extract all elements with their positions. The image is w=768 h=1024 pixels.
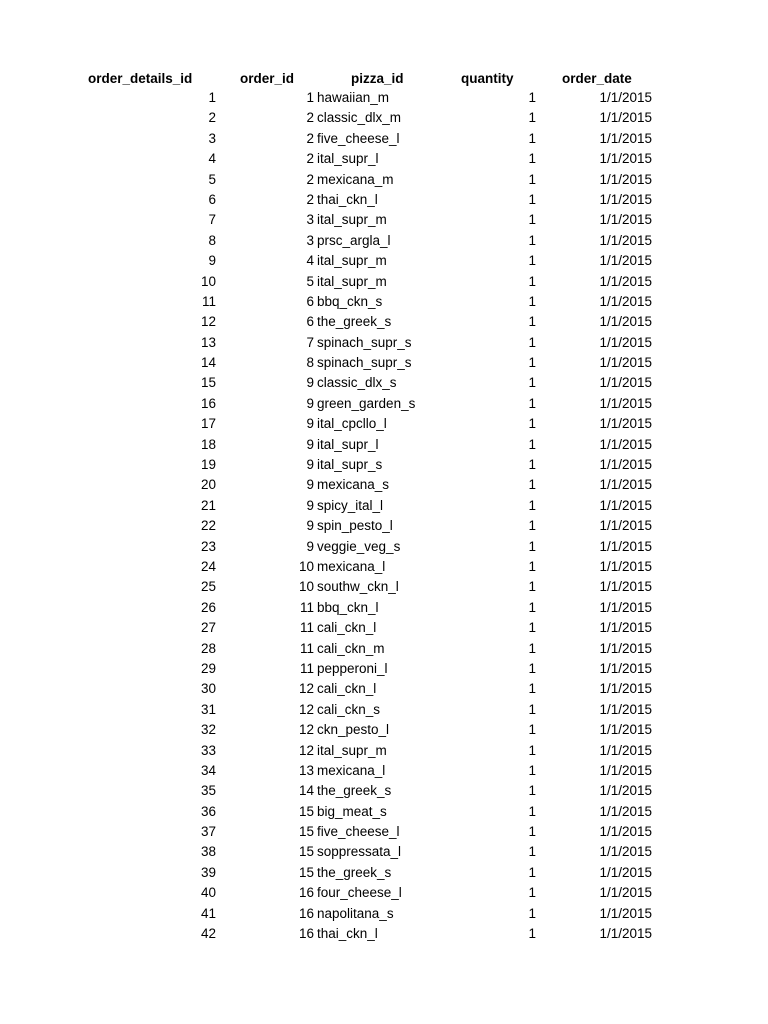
pizza-id-cell: ital_supr_m [317,742,387,758]
order-details-id-cell: 30 [200,681,216,697]
quantity-cell: 1 [528,701,536,717]
table-row [0,761,768,781]
quantity-cell: 1 [528,620,536,636]
table-row [0,659,768,679]
quantity-cell: 1 [528,232,536,248]
quantity-cell: 1 [528,558,536,574]
table-row [0,639,768,659]
pizza-id-cell: the_greek_s [317,314,392,330]
quantity-cell: 1 [528,864,536,880]
order-details-id-cell: 39 [200,864,216,880]
table-row [0,822,768,842]
pizza-id-cell: ital_supr_m [317,253,387,269]
table-row [0,170,768,190]
quantity-cell: 1 [528,885,536,901]
order-date-cell: 1/1/2015 [599,701,652,717]
table-row [0,353,768,373]
order-details-id-cell: 29 [200,660,216,676]
order-date-cell: 1/1/2015 [599,620,652,636]
header-order-date: order_date [562,71,632,86]
order-date-cell: 1/1/2015 [599,314,652,330]
table-row [0,251,768,271]
order-id-cell: 3 [306,232,314,248]
pizza-id-cell: five_cheese_l [317,130,400,146]
quantity-cell: 1 [528,355,536,371]
order-date-cell: 1/1/2015 [599,151,652,167]
table-row [0,496,768,516]
pizza-id-cell: thai_ckn_l [317,926,378,942]
quantity-cell: 1 [528,130,536,146]
order-date-cell: 1/1/2015 [599,171,652,187]
order-details-id-cell: 31 [200,701,216,717]
order-date-cell: 1/1/2015 [599,457,652,473]
order-id-cell: 1 [306,90,314,105]
order-id-cell: 9 [306,375,314,391]
pizza-id-cell: ital_supr_m [317,212,387,228]
quantity-cell: 1 [528,416,536,432]
order-details-id-cell: 5 [208,171,216,187]
pizza-id-cell: pepperoni_l [317,660,388,676]
pizza-id-cell: soppressata_l [317,844,402,860]
order-id-cell: 2 [306,171,314,187]
pizza-id-cell: cali_ckn_s [317,701,381,717]
order-id-cell: 12 [298,722,314,738]
order-id-cell: 3 [306,212,314,228]
table-row [0,598,768,618]
quantity-cell: 1 [528,844,536,860]
order-details-id-cell: 32 [200,722,216,738]
order-details-id-cell: 42 [200,926,216,942]
table-row [0,883,768,903]
pizza-id-cell: veggie_veg_s [317,538,401,554]
quantity-cell: 1 [528,538,536,554]
order-id-cell: 8 [306,355,314,371]
order-details-id-cell: 12 [200,314,216,330]
table-row [0,516,768,536]
order-date-cell: 1/1/2015 [599,783,652,799]
quantity-cell: 1 [528,334,536,350]
pizza-id-cell: mexicana_m [317,171,394,187]
pizza-id-cell: napolitana_s [317,905,394,921]
table-row [0,802,768,822]
quantity-cell: 1 [528,660,536,676]
pizza-id-cell: mexicana_l [317,558,386,574]
order-details-id-cell: 8 [208,232,216,248]
order-date-cell: 1/1/2015 [599,110,652,126]
order-details-id-cell: 28 [200,640,216,656]
order-details-id-cell: 13 [200,334,216,350]
table-row [0,231,768,251]
quantity-cell: 1 [528,253,536,269]
pizza-id-cell: thai_ckn_l [317,191,378,207]
table-row [0,455,768,475]
header-order-id: order_id [240,71,295,86]
order-details-sheet [0,70,768,944]
quantity-cell: 1 [528,212,536,228]
order-id-cell: 11 [299,640,314,656]
order-date-cell: 1/1/2015 [599,844,652,860]
order-id-cell: 15 [298,824,314,840]
quantity-cell: 1 [528,783,536,799]
order-id-cell: 9 [306,436,314,452]
pizza-id-cell: cali_ckn_l [317,681,377,697]
order-date-cell: 1/1/2015 [599,905,652,921]
pizza-id-cell: classic_dlx_s [317,375,397,391]
order-details-id-cell: 36 [200,803,216,819]
order-id-cell: 2 [306,130,314,146]
order-date-cell: 1/1/2015 [599,762,652,778]
order-date-cell: 1/1/2015 [599,742,652,758]
order-id-cell: 15 [298,803,314,819]
order-id-cell: 10 [298,579,314,595]
order-id-cell: 7 [306,334,314,350]
order-date-cell: 1/1/2015 [599,293,652,309]
quantity-cell: 1 [528,926,536,942]
order-id-cell: 10 [298,558,314,574]
table-row [0,679,768,699]
table-body [0,88,768,944]
order-date-cell: 1/1/2015 [599,416,652,432]
order-date-cell: 1/1/2015 [599,885,652,901]
pizza-id-cell: bbq_ckn_l [317,599,379,615]
table-row [0,88,768,108]
order-id-cell: 9 [306,477,314,493]
order-date-cell: 1/1/2015 [599,212,652,228]
order-date-cell: 1/1/2015 [599,477,652,493]
order-details-id-cell: 2 [208,110,216,126]
quantity-cell: 1 [528,110,536,126]
pizza-id-cell: ckn_pesto_l [317,722,390,738]
pizza-id-cell: mexicana_s [317,477,390,493]
table-row [0,190,768,210]
table-row [0,414,768,434]
order-date-cell: 1/1/2015 [599,497,652,513]
table-row [0,700,768,720]
order-details-id-cell: 26 [200,599,216,615]
header-row [0,70,768,88]
order-details-id-cell: 3 [208,130,216,146]
order-details-id-cell: 37 [200,824,216,840]
quantity-cell: 1 [528,457,536,473]
order-date-cell: 1/1/2015 [599,334,652,350]
quantity-cell: 1 [528,640,536,656]
quantity-cell: 1 [528,151,536,167]
order-id-cell: 9 [306,416,314,432]
order-id-cell: 5 [306,273,314,289]
order-date-cell: 1/1/2015 [599,538,652,554]
quantity-cell: 1 [528,824,536,840]
pizza-id-cell: ital_supr_l [317,436,379,452]
order-date-cell: 1/1/2015 [599,253,652,269]
order-details-id-cell: 9 [208,253,216,269]
order-date-cell: 1/1/2015 [599,232,652,248]
pizza-id-cell: bbq_ckn_s [317,293,383,309]
table-row [0,272,768,292]
order-date-cell: 1/1/2015 [599,599,652,615]
quantity-cell: 1 [528,599,536,615]
pizza-id-cell: spinach_supr_s [317,334,412,350]
table-row [0,108,768,128]
order-id-cell: 16 [298,885,314,901]
pizza-id-cell: the_greek_s [317,783,392,799]
table-row [0,312,768,332]
pizza-id-cell: spin_pesto_l [317,518,393,534]
order-id-cell: 15 [298,864,314,880]
order-details-id-cell: 19 [200,457,216,473]
pizza-id-cell: ital_supr_s [317,457,383,473]
order-date-cell: 1/1/2015 [599,130,652,146]
order-id-cell: 16 [298,926,314,942]
quantity-cell: 1 [528,477,536,493]
header-order-details-id: order_details_id [88,71,193,86]
header-quantity: quantity [461,71,514,86]
pizza-id-cell: four_cheese_l [317,885,402,901]
table-row [0,129,768,149]
order-details-id-cell: 34 [200,762,216,778]
order-id-cell: 6 [306,314,314,330]
pizza-id-cell: spicy_ital_l [317,497,384,513]
order-date-cell: 1/1/2015 [599,803,652,819]
order-id-cell: 12 [298,701,314,717]
table-row [0,333,768,353]
table-row [0,435,768,455]
pizza-id-cell: classic_dlx_m [317,110,402,126]
order-id-cell: 4 [306,253,314,269]
order-date-cell: 1/1/2015 [599,824,652,840]
order-id-cell: 9 [306,538,314,554]
order-date-cell: 1/1/2015 [599,436,652,452]
table-row [0,904,768,924]
quantity-cell: 1 [528,273,536,289]
order-id-cell: 13 [298,762,314,778]
order-details-id-cell: 27 [200,620,216,636]
pizza-id-cell: five_cheese_l [317,824,400,840]
order-details-id-cell: 23 [200,538,216,554]
order-id-cell: 16 [298,905,314,921]
order-date-cell: 1/1/2015 [599,558,652,574]
pizza-id-cell: green_garden_s [317,395,416,411]
order-details-id-cell: 16 [200,395,216,411]
table-row [0,394,768,414]
quantity-cell: 1 [528,90,536,105]
pizza-id-cell: spinach_supr_s [317,355,412,371]
order-details-id-cell: 22 [200,518,216,534]
order-details-id-cell: 20 [200,477,216,493]
order-date-cell: 1/1/2015 [599,579,652,595]
order-date-cell: 1/1/2015 [599,395,652,411]
order-details-id-cell: 4 [208,151,216,167]
order-date-cell: 1/1/2015 [599,660,652,676]
order-details-id-cell: 18 [200,436,216,452]
order-details-id-cell: 6 [208,191,216,207]
order-id-cell: 11 [299,660,314,676]
order-id-cell: 6 [306,293,314,309]
order-details-id-cell: 7 [208,212,216,228]
order-details-id-cell: 1 [208,90,216,105]
order-details-id-cell: 21 [200,497,216,513]
table-row [0,781,768,801]
quantity-cell: 1 [528,803,536,819]
order-date-cell: 1/1/2015 [599,355,652,371]
order-date-cell: 1/1/2015 [599,722,652,738]
order-date-cell: 1/1/2015 [599,191,652,207]
order-date-cell: 1/1/2015 [599,926,652,942]
table-row [0,863,768,883]
table-row [0,537,768,557]
quantity-cell: 1 [528,681,536,697]
quantity-cell: 1 [528,191,536,207]
order-id-cell: 9 [306,457,314,473]
quantity-cell: 1 [528,395,536,411]
order-id-cell: 15 [298,844,314,860]
quantity-cell: 1 [528,579,536,595]
quantity-cell: 1 [528,293,536,309]
table-row [0,924,768,944]
order-details-id-cell: 33 [200,742,216,758]
order-date-cell: 1/1/2015 [599,273,652,289]
table-row [0,373,768,393]
pizza-id-cell: prsc_argla_l [317,232,391,248]
order-details-id-cell: 25 [200,579,216,595]
quantity-cell: 1 [528,375,536,391]
quantity-cell: 1 [528,171,536,187]
order-details-id-cell: 10 [200,273,216,289]
order-id-cell: 9 [306,395,314,411]
order-id-cell: 2 [306,191,314,207]
order-date-cell: 1/1/2015 [599,518,652,534]
order-id-cell: 9 [306,497,314,513]
table-row [0,618,768,638]
order-id-cell: 14 [298,783,314,799]
pizza-id-cell: big_meat_s [317,803,387,819]
table-row [0,577,768,597]
table-row [0,741,768,761]
quantity-cell: 1 [528,497,536,513]
pizza-id-cell: ital_supr_l [317,151,379,167]
order-date-cell: 1/1/2015 [599,640,652,656]
order-id-cell: 2 [306,110,314,126]
pizza-id-cell: ital_cpcllo_l [317,416,387,432]
header-pizza-id: pizza_id [351,71,404,86]
order-id-cell: 12 [298,681,314,697]
pizza-id-cell: cali_ckn_l [317,620,377,636]
table-row [0,149,768,169]
pizza-id-cell: hawaiian_m [317,90,390,105]
pizza-id-cell: cali_ckn_m [317,640,385,656]
quantity-cell: 1 [528,436,536,452]
table-row [0,557,768,577]
order-details-id-cell: 17 [200,416,216,432]
table-row [0,842,768,862]
table-row [0,720,768,740]
quantity-cell: 1 [528,762,536,778]
order-details-id-cell: 24 [200,558,216,574]
order-details-id-cell: 35 [200,783,216,799]
quantity-cell: 1 [528,905,536,921]
order-id-cell: 11 [299,620,314,636]
pizza-id-cell: southw_ckn_l [317,579,399,595]
order-date-cell: 1/1/2015 [599,375,652,391]
quantity-cell: 1 [528,518,536,534]
table-row [0,475,768,495]
table-row [0,210,768,230]
pizza-id-cell: the_greek_s [317,864,392,880]
pizza-id-cell: mexicana_l [317,762,386,778]
pizza-id-cell: ital_supr_m [317,273,387,289]
order-id-cell: 12 [298,742,314,758]
order-details-id-cell: 41 [200,905,216,921]
order-details-id-cell: 14 [200,355,216,371]
order-id-cell: 2 [306,151,314,167]
order-id-cell: 9 [306,518,314,534]
order-details-id-cell: 11 [201,293,216,309]
order-date-cell: 1/1/2015 [599,681,652,697]
order-details-id-cell: 15 [200,375,216,391]
quantity-cell: 1 [528,722,536,738]
order-details-id-cell: 40 [200,885,216,901]
quantity-cell: 1 [528,314,536,330]
order-date-cell: 1/1/2015 [599,864,652,880]
quantity-cell: 1 [528,742,536,758]
order-details-id-cell: 38 [200,844,216,860]
order-date-cell: 1/1/2015 [599,90,652,105]
order-id-cell: 11 [299,599,314,615]
table-row [0,292,768,312]
